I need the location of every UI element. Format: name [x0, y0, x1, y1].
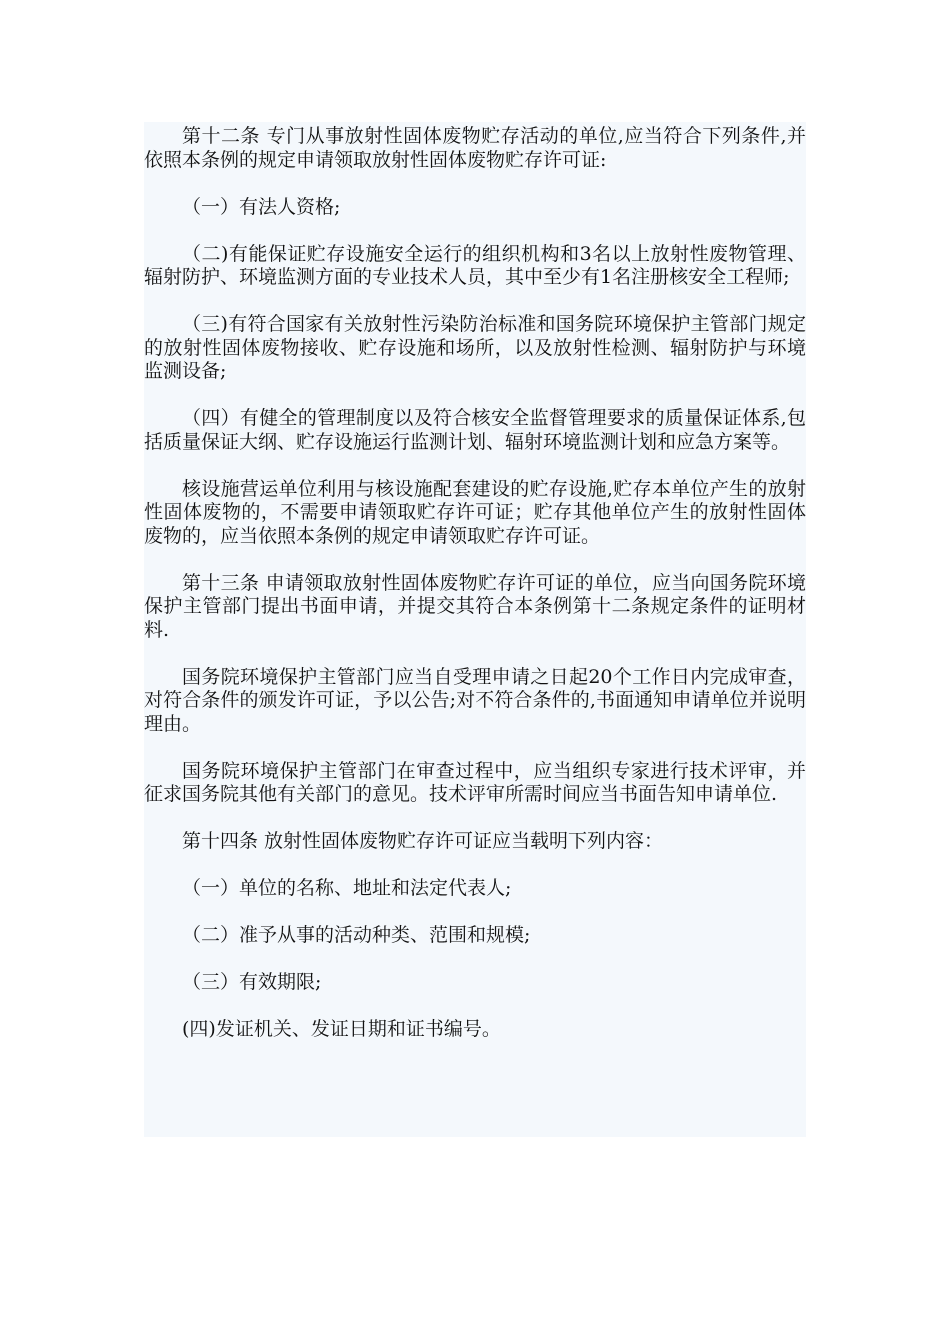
- article-14-item-2: （二）准予从事的活动种类、范围和规模;: [182, 924, 531, 946]
- article-12-item-2: （二)有能保证贮存设施安全运行的组织机构和3名以上放射性废物管理、辐射防护、环境监测方面的专业技术人员，其中至少有1名注册核安全工程师;: [144, 242, 806, 288]
- article-14-item-1: （一）单位的名称、地址和法定代表人;: [182, 877, 512, 899]
- article-14-item-3: （三）有效期限;: [182, 971, 322, 993]
- document-body: [144, 122, 806, 1137]
- article-12-item-3: （三)有符合国家有关放射性污染防治标准和国务院环境保护主管部门规定的放射性固体废物接收、贮存设施和场所，以及放射性检测、辐射防护与环境监测设备;: [144, 313, 806, 382]
- article-12-item-1: （一）有法人资格;: [182, 195, 341, 218]
- article-14-item-4: (四)发证机关、发证日期和证书编号。: [182, 1018, 501, 1040]
- article-13-heading-paragraph: 第十三条 申请领取放射性固体废物贮存许可证的单位，应当向国务院环境保护主管部门提出书面申请，并提交其符合本条例第十二条规定条件的证明材料.: [144, 571, 806, 641]
- article-13-expert-review-paragraph: 国务院环境保护主管部门在审查过程中，应当组织专家进行技术评审，并征求国务院其他有关部门的意见。技术评审所需时间应当书面告知申请单位.: [144, 759, 806, 805]
- article-13-review-paragraph: 国务院环境保护主管部门应当自受理申请之日起20个工作日内完成审查，对符合条件的颁发许可证，予以公告;对不符合条件的,书面通知申请单位并说明理由。: [144, 665, 806, 735]
- article-12-heading-paragraph: 第十二条 专门从事放射性固体废物贮存活动的单位,应当符合下列条件,并依照本条例的规定申请领取放射性固体废物贮存许可证:: [144, 125, 806, 171]
- article-12-item-4: （四）有健全的管理制度以及符合核安全监督管理要求的质量保证体系,包括质量保证大纲、贮存设施运行监测计划、辐射环境监测计划和应急方案等。: [144, 407, 806, 453]
- article-14-heading-paragraph: 第十四条 放射性固体废物贮存许可证应当载明下列内容：: [182, 830, 664, 852]
- article-12-exemption-paragraph: 核设施营运单位利用与核设施配套建设的贮存设施,贮存本单位产生的放射性固体废物的，不需要申请领取贮存许可证；贮存其他单位产生的放射性固体废物的，应当依照本条例的规定申请领取贮存许可证。: [144, 477, 806, 547]
